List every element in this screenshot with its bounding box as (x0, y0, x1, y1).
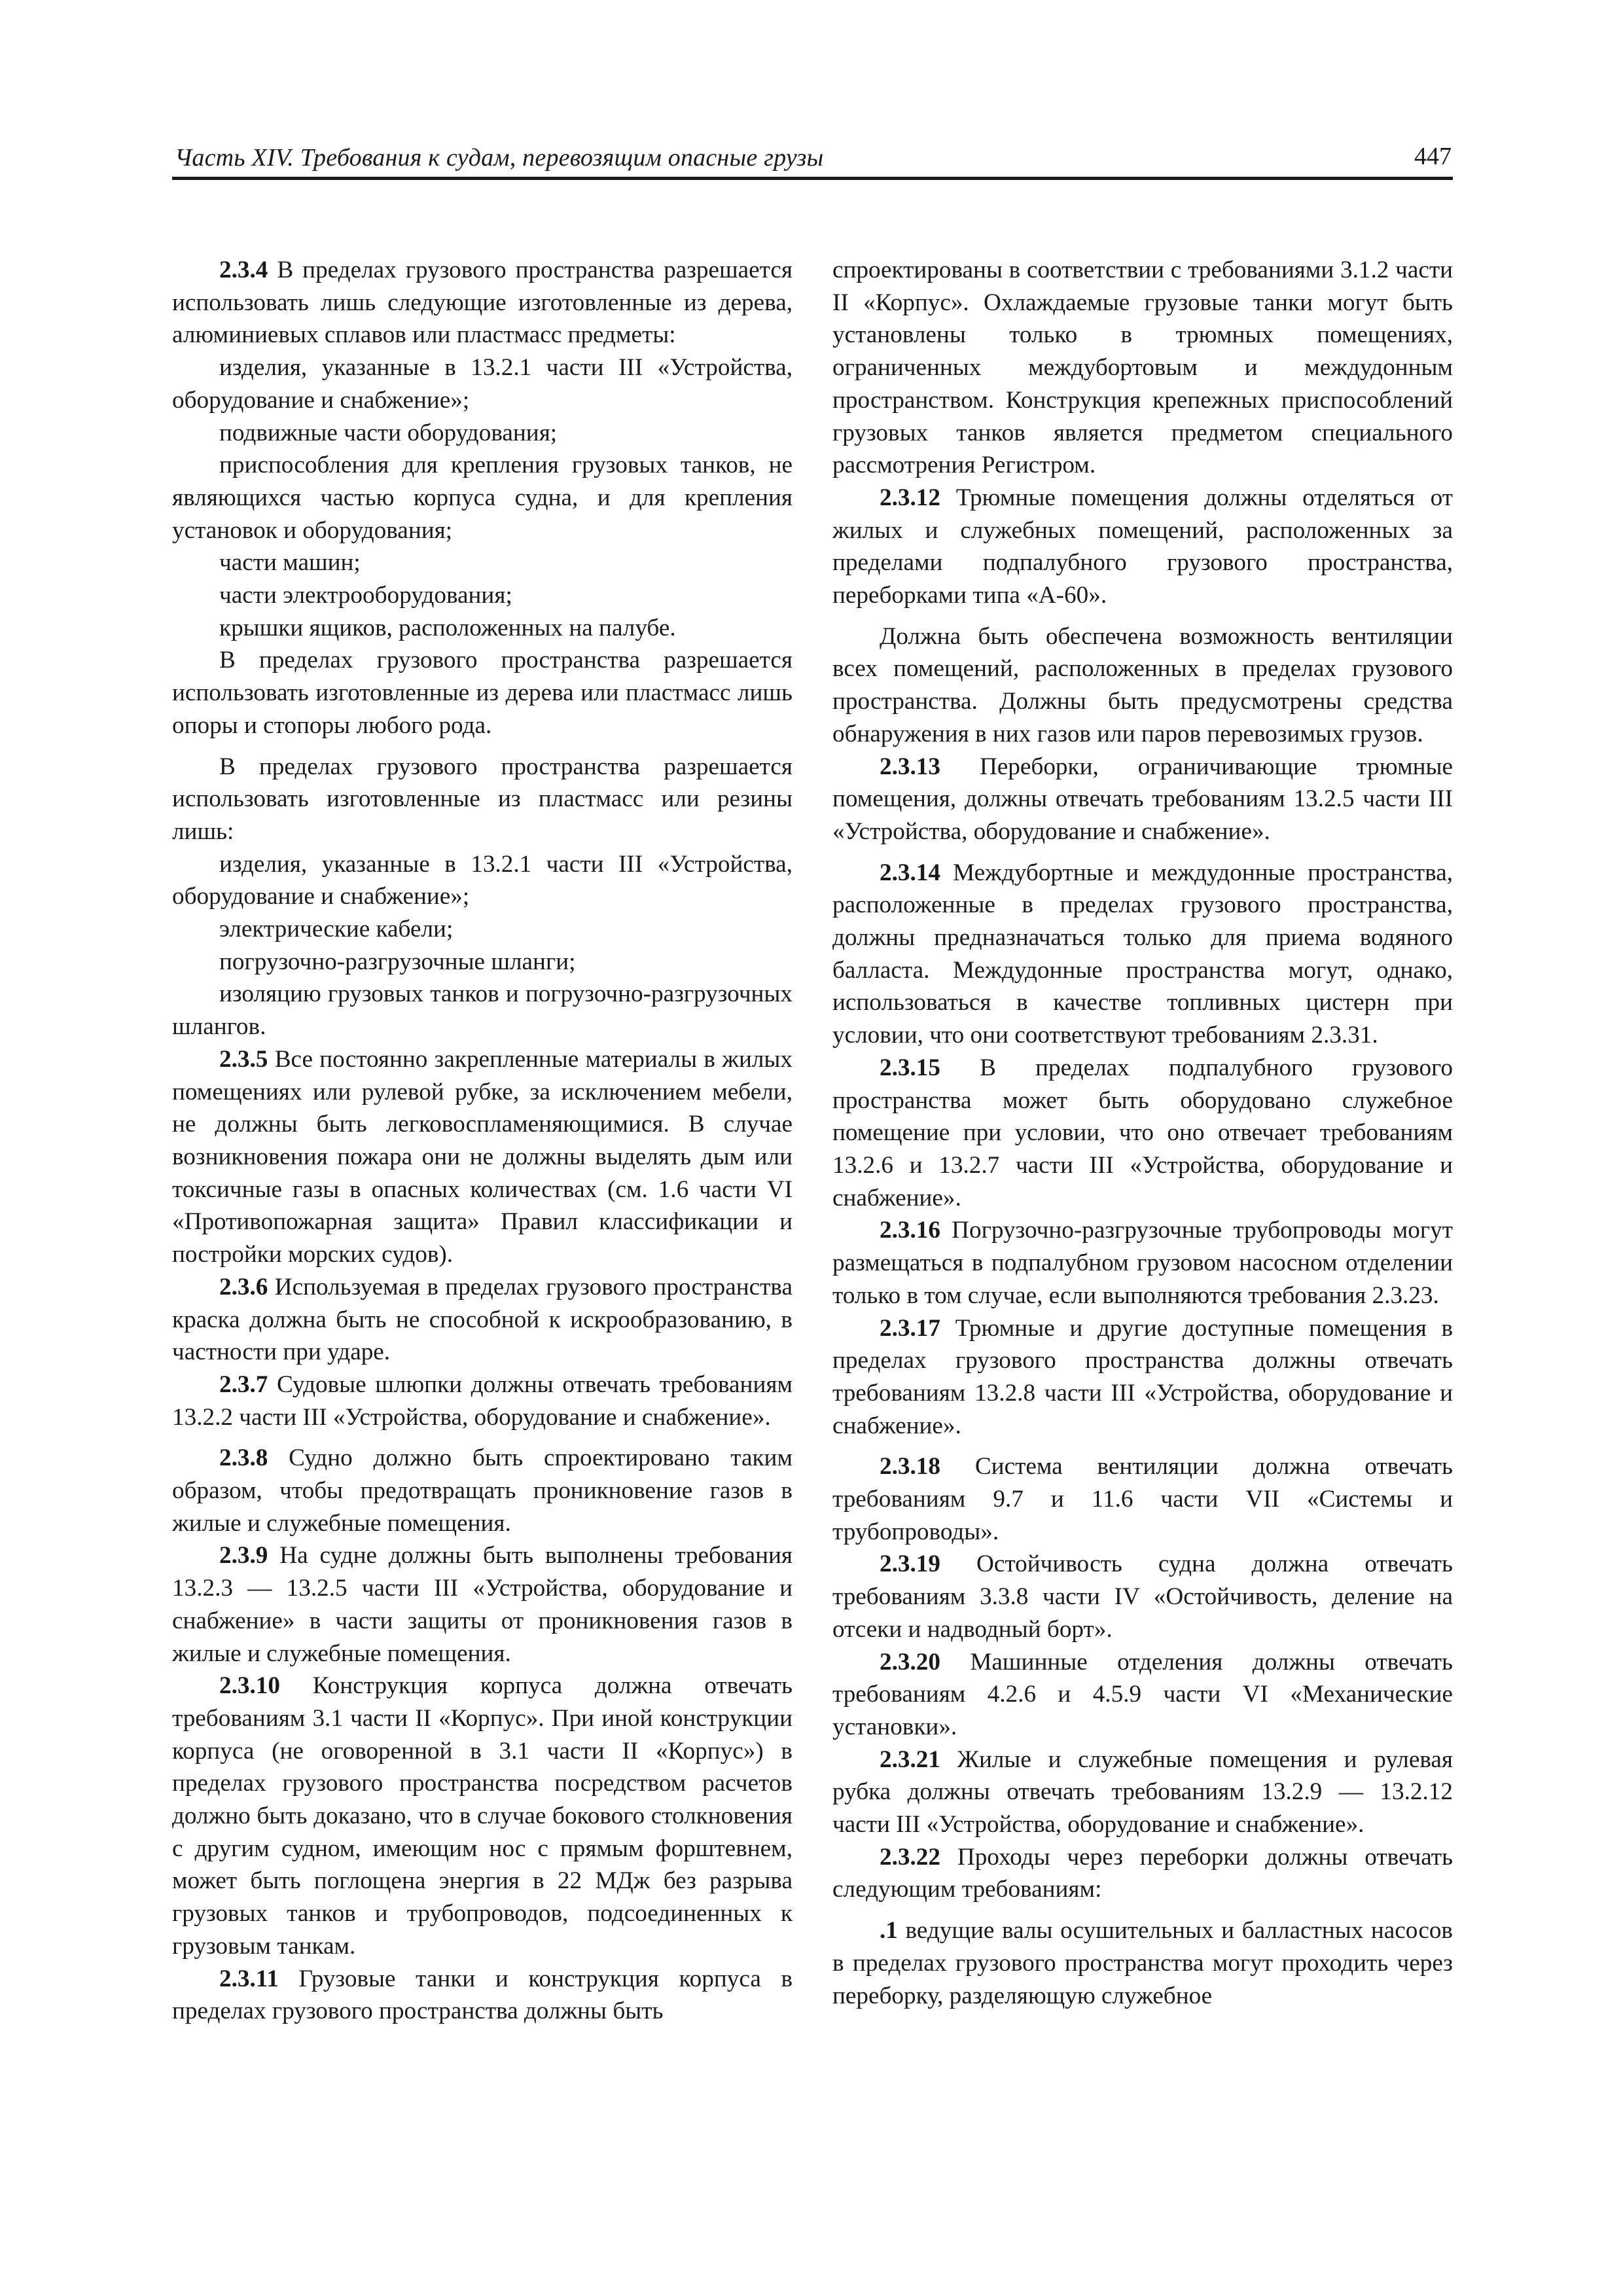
body-paragraph (172, 579, 793, 612)
body-paragraph (832, 620, 1453, 751)
body-paragraph (172, 946, 793, 978)
clause-number: 2.3.18 (880, 1453, 940, 1480)
paragraph-text: Грузовые танки и конструкция корпуса в пределах грузового пространства должны быть (172, 1965, 793, 2025)
clause-number: 2.3.16 (880, 1217, 940, 1244)
body-paragraph (172, 644, 793, 742)
paragraph-text: На судне должны быть выполнены требования 13.2.3 — 13.2.5 части III «Устройства, оборудование и снабжение» в части защиты от проникновения газов в жилые и служебные помещения. (172, 1542, 793, 1667)
paragraph-text: приспособления для крепления грузовых танков, не являющихся частью корпуса судна, и для крепления установок и оборудования; (172, 452, 793, 544)
paragraph-text: Все постоянно закрепленные материалы в жилых помещениях или рулевой рубке, за исключением мебели, не должны быть легковоспламеняющимися. В случае возникновения пожара они не должны выделять дым или токсичные газы в опасных количествах (см. 1.6 части VI «Противопожарная защита» Правил классификации и постройки морских судов). (172, 1045, 793, 1268)
paragraph-text: Остойчивость судна должна отвечать требованиям 3.3.8 части IV «Остойчивость, деление на отсеки и надводный борт». (832, 1551, 1453, 1643)
paragraph-text: Проходы через переборки должны отвечать следующим требованиям: (832, 1843, 1453, 1903)
paragraph-text: изделия, указанные в 13.2.1 части III «Устройства, оборудование и снабжение»; (172, 354, 793, 414)
left-column (172, 254, 793, 2028)
clause-paragraph (832, 1548, 1453, 1645)
body-paragraph (172, 449, 793, 547)
paragraph-text: В пределах грузового пространства разрешается использовать изготовленные из пластмасс или резины лишь: (172, 753, 793, 845)
clause-paragraph (832, 1914, 1453, 2012)
body-paragraph (832, 254, 1453, 482)
paragraph-text: В пределах грузового пространства разрешается использовать изготовленные из дерева или пластмасс лишь опоры и стопоры любого рода. (172, 647, 793, 739)
header-rule (172, 177, 1453, 180)
clause-paragraph (832, 857, 1453, 1052)
clause-number: 2.3.14 (880, 859, 940, 886)
clause-number: 2.3.4 (219, 257, 268, 283)
paragraph-text: Судовые шлюпки должны отвечать требованиям 13.2.2 части III «Устройства, оборудование и снабжение». (172, 1371, 793, 1431)
paragraph-text: В пределах подпалубного грузового пространства может быть оборудовано служебное помещение при условии, что оно отвечает требованиям 13.2.6 и 13.2.7 части III «Устройства, оборудование и снабжение». (832, 1054, 1453, 1211)
clause-paragraph (832, 1841, 1453, 1906)
clause-paragraph (172, 254, 793, 351)
clause-number: 2.3.6 (219, 1273, 268, 1300)
paragraph-text: Жилые и служебные помещения и рулевая рубка должны отвечать требованиям 13.2.9 — 13.2.12 части III «Устройства, оборудование и снабжение». (832, 1746, 1453, 1839)
clause-number: 2.3.13 (880, 753, 940, 780)
body-paragraph (172, 751, 793, 848)
clause-paragraph (832, 1450, 1453, 1548)
clause-number: 2.3.11 (219, 1965, 279, 1992)
clause-number: 2.3.5 (219, 1045, 268, 1073)
clause-number: 2.3.8 (219, 1444, 268, 1472)
paragraph-text: подвижные части оборудования; (219, 419, 558, 446)
clause-paragraph (172, 1670, 793, 1962)
paragraph-text: спроектированы в соответствии с требованиями 3.1.2 части II «Корпус». Охлаждаемые грузовые танки могут быть установлены только в трюмных помещениях, ограниченных междубортовым и междудонным пространством. Конструкция крепежных приспособлений грузовых танков является предметом специального рассмотрения Регистром. (832, 257, 1453, 479)
paragraph-text: В пределах грузового пространства разрешается использовать лишь следующие изготовленные из дерева, алюминиевых сплавов или пластмасс предметы: (172, 257, 793, 349)
running-header (172, 139, 1453, 176)
paragraph-text: ведущие валы осушительных и балластных насосов в пределах грузового пространства могут проходить через переборку, разделяющую служебное (832, 1917, 1453, 2009)
clause-paragraph (172, 1963, 793, 2028)
paragraph-text: изоляцию грузовых танков и погрузочно-разгрузочных шлангов. (172, 980, 793, 1041)
clause-paragraph (832, 482, 1453, 612)
body-paragraph (172, 417, 793, 450)
paragraph-text: части электрооборудования; (219, 582, 512, 609)
body-paragraph (172, 848, 793, 913)
clause-paragraph (832, 1214, 1453, 1312)
paragraph-text: Машинные отделения должны отвечать требованиям 4.2.6 и 4.5.9 части VI «Механические установки». (832, 1648, 1453, 1740)
paragraph-text: Судно должно быть спроектировано таким образом, чтобы предотвращать проникновение газов в жилые и служебные помещения. (172, 1444, 793, 1537)
body-paragraph (172, 612, 793, 645)
body-paragraph (172, 351, 793, 416)
header-title: Часть XIV. Требования к судам, перевозящим опасные грузы (175, 144, 824, 171)
clause-paragraph (832, 1312, 1453, 1443)
paragraph-text: Конструкция корпуса должна отвечать требованиям 3.1 части II «Корпус». При иной конструкции корпуса (не оговоренной в 3.1 части II «Корпус») в пределах грузового пространства посредством расчетов должно быть доказано, что в случае бокового столкновения с другим судном, имеющим нос с прямым форштевнем, может быть поглощена энергия в 22 МДж без разрыва грузовых танков и трубопроводов, подсоединенных к грузовым танкам. (172, 1672, 793, 1960)
clause-paragraph (832, 1744, 1453, 1841)
paragraph-text: крышки ящиков, расположенных на палубе. (219, 614, 676, 641)
body-paragraph (172, 547, 793, 579)
paragraph-text: Трюмные и другие доступные помещения в пределах грузового пространства должны отвечать требованиям 13.2.8 части III «Устройства, оборудование и снабжение». (832, 1314, 1453, 1439)
paragraph-text: Трюмные помещения должны отделяться от жилых и служебных помещений, расположенных за пределами подпалубного грузового пространства, переборками типа «А-60». (832, 484, 1453, 609)
clause-paragraph (832, 751, 1453, 848)
clause-paragraph (172, 1043, 793, 1271)
clause-number: 2.3.21 (880, 1746, 940, 1773)
clause-number: 2.3.20 (880, 1648, 940, 1676)
paragraph-text: Используемая в пределах грузового пространства краска должна быть не способной к искрообразованию, в частности при ударе. (172, 1273, 793, 1366)
clause-number: 2.3.7 (219, 1371, 268, 1398)
paragraph-text: Система вентиляции должна отвечать требованиям 9.7 и 11.6 части VII «Системы и трубопроводы». (832, 1453, 1453, 1545)
paragraph-text: Погрузочно-разгрузочные трубопроводы могут размещаться в подпалубном грузовом насосном отделении только в том случае, если выполняются требования 2.3.23. (832, 1217, 1453, 1309)
body-paragraph (172, 913, 793, 946)
clause-number: 2.3.19 (880, 1551, 940, 1578)
paragraph-text: Должна быть обеспечена возможность вентиляции всех помещений, расположенных в пределах грузового пространства. Должны быть предусмотрены средства обнаружения в них газов или паров перевозимых грузов. (832, 622, 1453, 747)
paragraph-text: электрические кабели; (219, 916, 454, 943)
clause-paragraph (172, 1539, 793, 1670)
clause-number: .1 (880, 1917, 898, 1945)
clause-number: 2.3.22 (880, 1843, 940, 1871)
clause-number: 2.3.9 (219, 1542, 268, 1570)
paragraph-text: погрузочно-разгрузочные шланги; (219, 948, 576, 975)
clause-paragraph (172, 1271, 793, 1369)
paragraph-text: части машин; (219, 549, 361, 577)
clause-number: 2.3.15 (880, 1054, 940, 1081)
page-number: 447 (1414, 143, 1452, 170)
clause-paragraph (832, 1052, 1453, 1215)
body-paragraph (172, 978, 793, 1043)
clause-paragraph (832, 1646, 1453, 1744)
clause-paragraph (172, 1369, 793, 1433)
paragraph-text: изделия, указанные в 13.2.1 части III «Устройства, оборудование и снабжение»; (172, 850, 793, 910)
paragraph-text: Междубортные и междудонные пространства, расположенные в пределах грузового пространства, должны предназначаться только для приема водяного балласта. Междудонные пространства могут, однако, использоваться в качестве топливных цистерн при условии, что они соответствуют требованиям 2.3.31. (832, 859, 1453, 1049)
clause-number: 2.3.17 (880, 1314, 940, 1342)
clause-number: 2.3.10 (219, 1672, 280, 1700)
clause-number: 2.3.12 (880, 484, 940, 511)
clause-paragraph (172, 1442, 793, 1539)
right-column (832, 254, 1453, 2012)
paragraph-text: Переборки, ограничивающие трюмные помещения, должны отвечать требованиям 13.2.5 части III «Устройства, оборудование и снабжение». (832, 753, 1453, 845)
